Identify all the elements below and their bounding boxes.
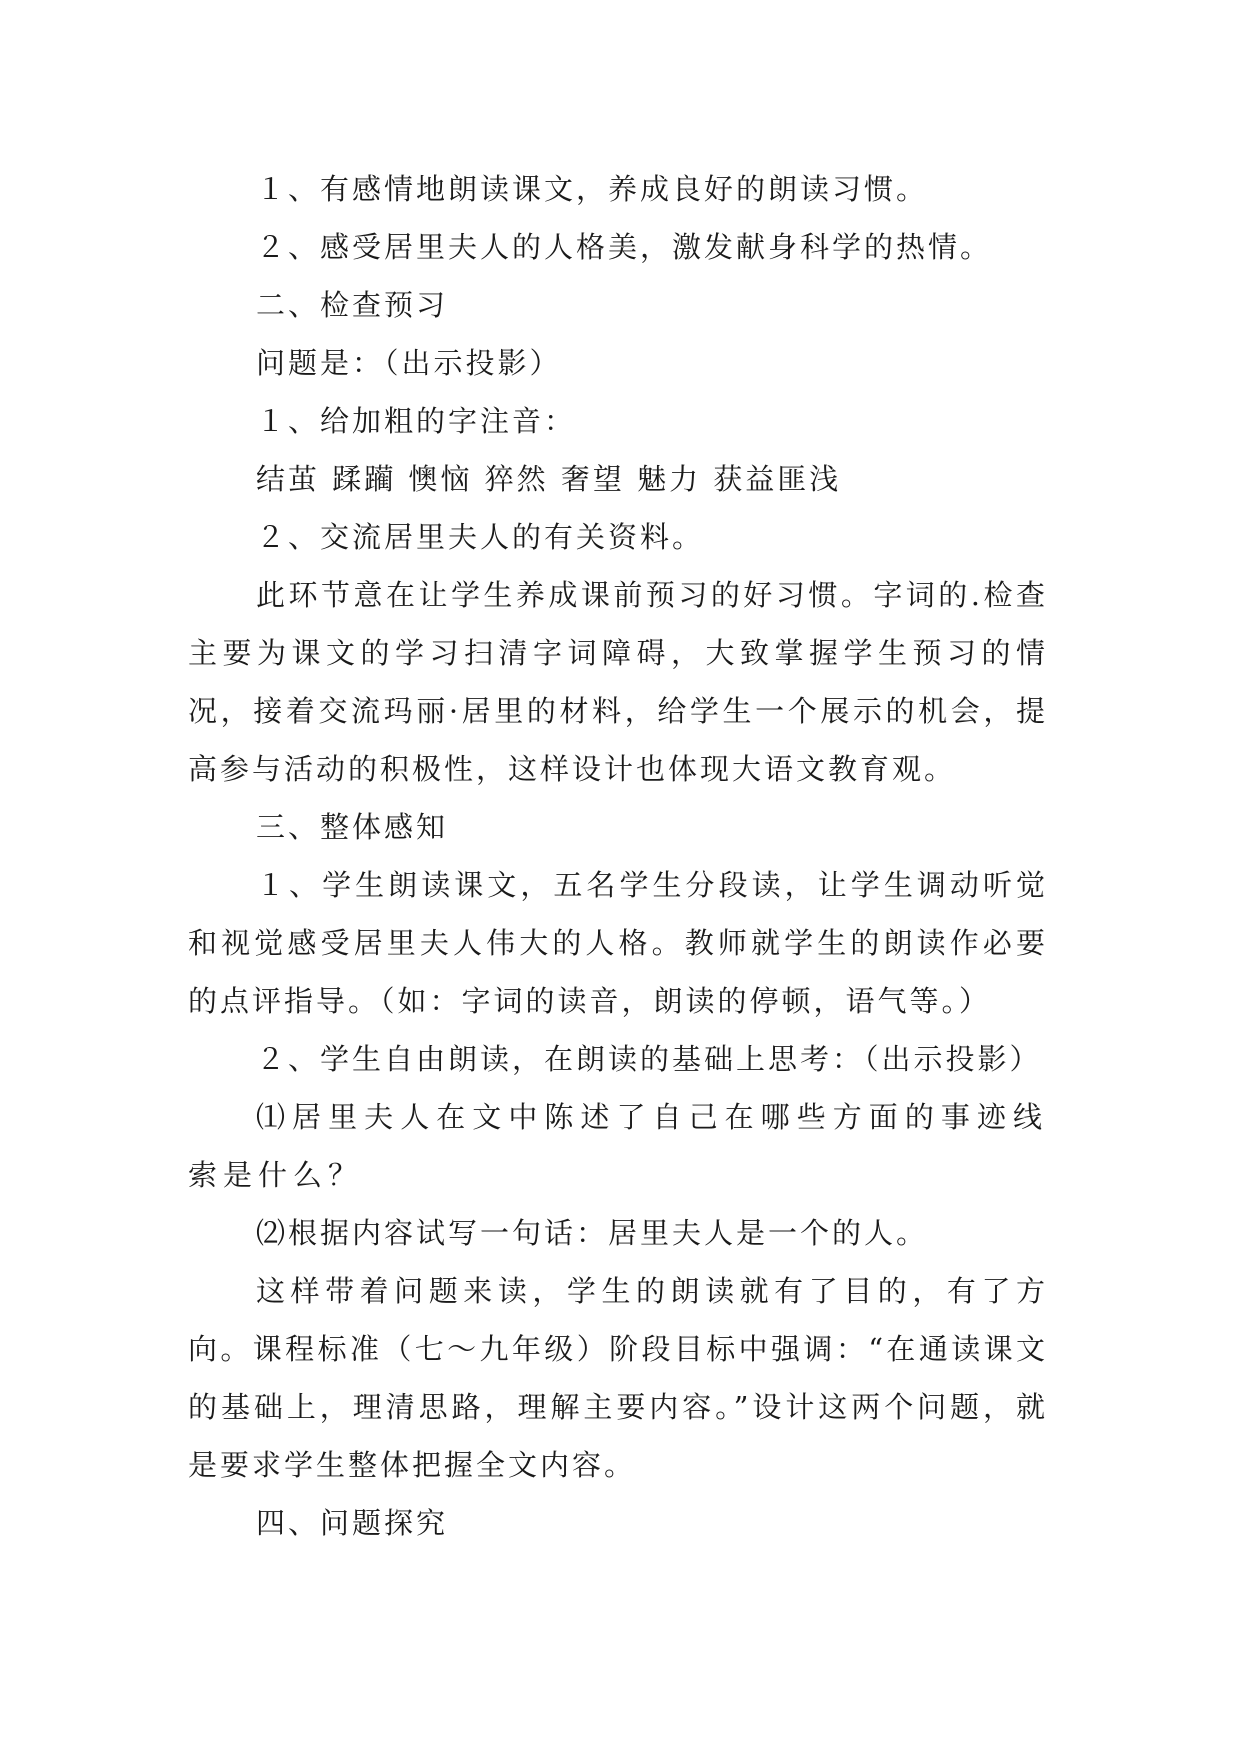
section-heading-inquiry: 四、问题探究 xyxy=(256,1506,449,1540)
overall-step-1: １、学生朗读课文，五名学生分段读，让学生调动听觉和视觉感受居里夫人伟大的人格。教师就学生的朗读作必要的点评指导。（如：字词的读音，朗读的停顿，语气等。） xyxy=(188,868,1048,1018)
section-heading-preview: 二、检查预习 xyxy=(256,288,449,322)
overall-step-2: ２、学生自由朗读，在朗读的基础上思考：（出示投影） xyxy=(256,1042,1042,1076)
objective-1: １、有感情地朗读课文，养成良好的朗读习惯。 xyxy=(256,172,929,206)
document-body xyxy=(188,160,1048,1552)
preview-commentary: 此环节意在让学生养成课前预习的好习惯。字词的.检查主要为课文的学习扫清字词障碍，大致掌握学生预习的情况，接着交流玛丽·居里的材料，给学生一个展示的机会，提高参与活动的积极性，这样设计也体现大语文教育观。 xyxy=(188,578,1048,786)
question-2: ２、交流居里夫人的有关资料。 xyxy=(256,520,705,554)
overall-question-1: ⑴居里夫人在文中陈述了自己在哪些方面的事迹线索是什么？ xyxy=(188,1100,1048,1192)
question-1: １、给加粗的字注音： xyxy=(256,404,577,438)
section-heading-overall: 三、整体感知 xyxy=(256,810,449,844)
overall-question-2: ⑵根据内容试写一句话：居里夫人是一个的人。 xyxy=(256,1216,929,1250)
vocabulary-list: 结茧 蹂躏 懊恼 猝然 奢望 魅力 获益匪浅 xyxy=(256,462,842,496)
overall-commentary: 这样带着问题来读，学生的朗读就有了目的，有了方向。课程标准（七～九年级）阶段目标中强调：“在通读课文的基础上，理清思路，理解主要内容。”设计这两个问题，就是要求学生整体把握全文内容。 xyxy=(188,1274,1048,1482)
question-intro: 问题是：（出示投影） xyxy=(256,346,562,380)
objective-2: ２、感受居里夫人的人格美，激发献身科学的热情。 xyxy=(256,230,993,264)
